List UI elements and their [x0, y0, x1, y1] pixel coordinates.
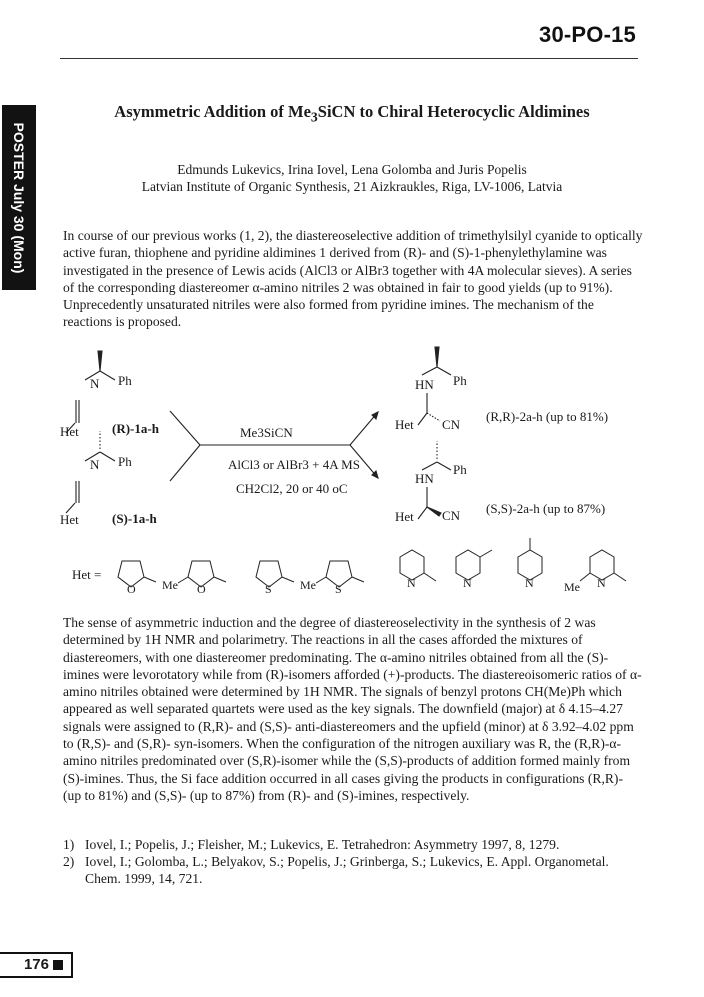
reference-text: Iovel, I.; Popelis, J.; Fleisher, M.; Lukevics, E. Tetrahedron: Asymmetry 1997, 8, 1279.: [85, 837, 560, 852]
atom-het: Het: [60, 424, 79, 439]
atom-me: Me: [162, 578, 178, 592]
intro-paragraph: In course of our previous works (1, 2), the diastereoselective addition of trimethylsilyl cyanide to optically active furan, thiophene and pyridine aldimines 1 derived from (R)- and (S)-1-phenylethylamine was investigated in the presence of Lewis acids (AlCl3 or AlBr3 together with 4A molecular sieves). A series of the corresponding diastereomer α-amino nitriles 2 was obtained in fair to good yields (up to 91%). Unprecedently unsaturated nitriles were also formed from pyridine imines. The mechanism of the reactions is proposed.: [63, 228, 643, 330]
authors: Edmunds Lukevics, Irina Iovel, Lena Golomba and Juris Popelis: [177, 162, 527, 177]
reactant-r-label: (R)-1a-h: [112, 421, 159, 436]
header-rule: [60, 58, 638, 59]
3-pyridyl-ring: [456, 550, 492, 580]
product-rr-label: (R,R)-2a-h (up to 81%): [486, 409, 609, 424]
conditions-1: AlCl3 or AlBr3 + 4A MS: [228, 457, 360, 472]
references: [63, 836, 643, 887]
thienyl-ring: [256, 561, 294, 587]
author-block: [0, 161, 704, 195]
atom-hn: HN: [415, 377, 434, 392]
product-ss-label: (S,S)-2a-h (up to 87%): [486, 501, 606, 516]
atom-ph: Ph: [453, 373, 467, 388]
atom-s: S: [335, 582, 342, 596]
title-part: Asymmetric Addition of Me: [114, 102, 311, 121]
atom-ph: Ph: [118, 373, 132, 388]
reagent-label: Me3SiCN: [240, 425, 293, 440]
discussion-paragraph: The sense of asymmetric induction and the degree of diastereoselectivity in the synthesis of 2 was determined by 1H NMR and polarimetry. The reactions in all the cases afforded the mixtures of diastereomers, with one diastereomer predominating. The α-amino nitriles obtained from all the (S)-imines were levorotatory while from (R)-isomers afforded (+)-products. The diastereoisomeric ratios of α-amino nitriles obtained were determined by 1H NMR. The signals of benzyl protons CH(Me)Ph which appeared as well separated quartets were used as the key signals. The downfield (major) at δ 4.15–4.27 signals were assigned to (R,R)- and (S,S)- anti-diastereomers and the upfield (minor) at δ 3.92–4.02 ppm to (R,S)- and (S,R)- syn-isomers. When the configuration of the nitrogen auxiliary was R, the (R,R)-α-amino nitriles predominated over (S,R)-isomer while the (S,S)-products of addition formed mainly from (S)-imines. Thus, the Si face addition occurred in all cases giving the products in configurations (R,R)- (up to 81%) and (S,S)- (up to 87%) from (R)- and (S)-imines, respectively.: [63, 615, 642, 803]
session-code: 30-PO-15: [539, 22, 636, 47]
reference-number: 2): [63, 854, 75, 869]
reference-item: [63, 836, 643, 853]
side-tab-label: POSTER July 30 (Mon): [11, 122, 27, 273]
4-pyridyl-ring: [518, 538, 542, 580]
atom-n: N: [597, 576, 606, 590]
conditions-2: CH2Cl2, 20 or 40 oC: [236, 481, 348, 496]
paper-title: [0, 102, 704, 125]
side-tab: [2, 105, 36, 290]
het-prefix: Het =: [72, 567, 102, 582]
atom-n: N: [463, 576, 472, 590]
atom-het: Het: [395, 509, 414, 524]
atom-cn: CN: [442, 508, 461, 523]
atom-me: Me: [300, 578, 316, 592]
atom-n: N: [407, 576, 416, 590]
square-marker-icon: [53, 960, 63, 970]
atom-n: N: [525, 576, 534, 590]
atom-het: Het: [395, 417, 414, 432]
atom-o: O: [127, 582, 136, 596]
atom-het: Het: [60, 512, 79, 527]
atom-hn: HN: [415, 471, 434, 486]
reference-number: 1): [63, 837, 75, 852]
reference-item: [63, 853, 643, 887]
page-number: 176: [23, 956, 49, 973]
atom-cn: CN: [442, 417, 461, 432]
reaction-scheme: [60, 345, 650, 600]
furyl-ring: [118, 561, 156, 587]
atom-s: S: [265, 582, 272, 596]
atom-o: O: [197, 582, 206, 596]
atom-n: N: [90, 457, 100, 472]
reference-text: Iovel, I.; Golomba, L.; Belyakov, S.; Popelis, J.; Grinberga, S.; Lukevics, E. Appl. Organometal. Chem. 1999, 14, 721.: [85, 854, 609, 886]
title-part: SiCN to Chiral Heterocyclic Aldimines: [317, 102, 590, 121]
atom-me: Me: [564, 580, 580, 594]
page-number-box: [0, 952, 73, 978]
atom-ph: Ph: [118, 454, 132, 469]
reactant-s-label: (S)-1a-h: [112, 511, 157, 526]
title-subscript: 3: [310, 109, 318, 125]
atom-n: N: [90, 376, 100, 391]
affiliation: Latvian Institute of Organic Synthesis, 21 Aizkraukles, Riga, LV-1006, Latvia: [141, 179, 563, 194]
atom-ph: Ph: [453, 462, 467, 477]
2-pyridyl-ring: [400, 550, 436, 581]
